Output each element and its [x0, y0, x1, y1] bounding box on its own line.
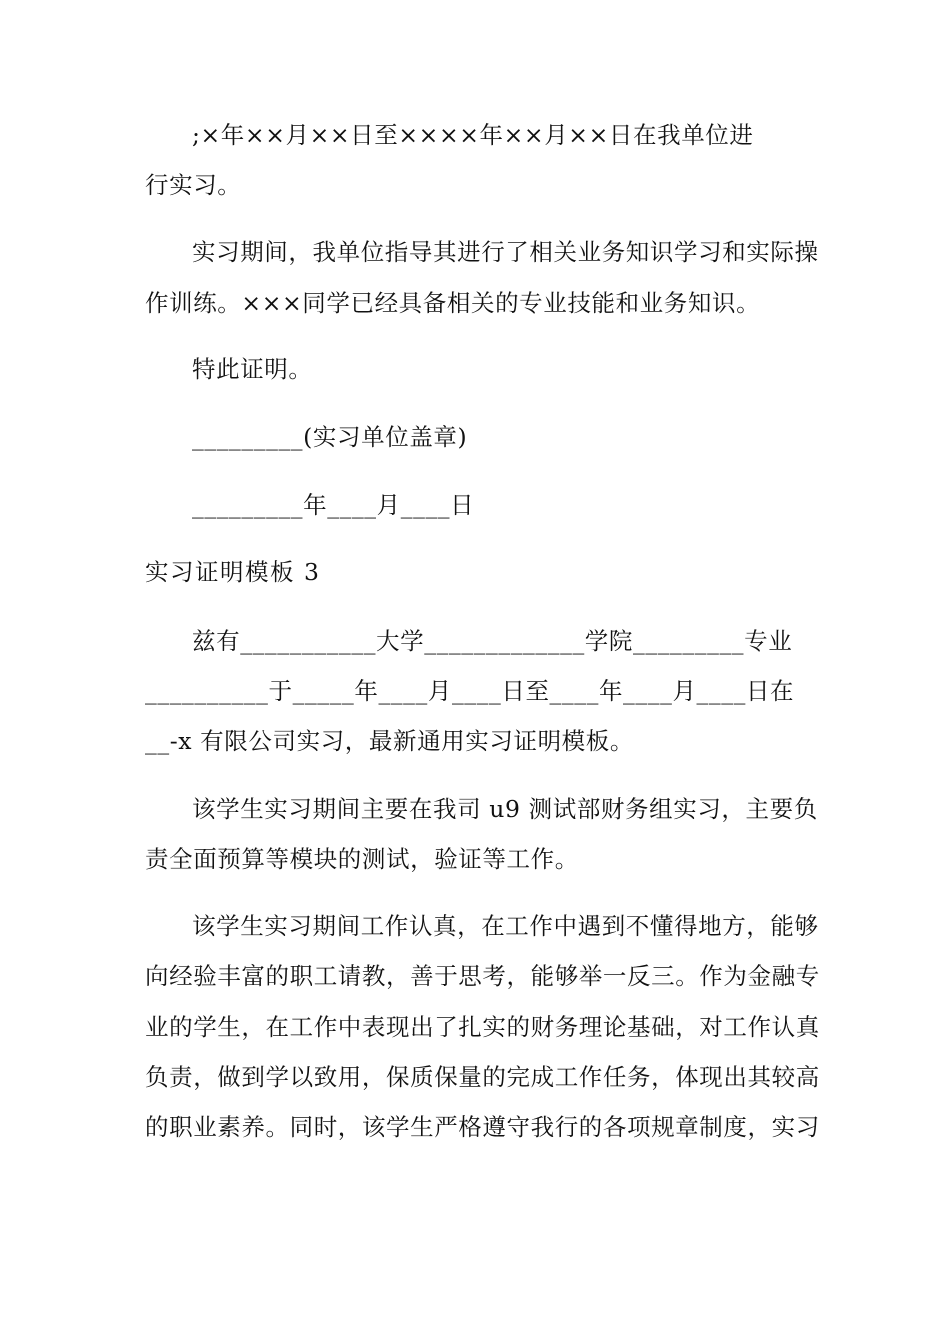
date-line: _________年____月____日: [192, 491, 475, 519]
seal-line: _________(实习单位盖章): [192, 423, 468, 451]
evaluation-line-5: 的职业素养。同时，该学生严格遵守我行的各项规章制度，实习: [145, 1113, 820, 1141]
duties-line-1: 该学生实习期间主要在我司 u9 测试部财务组实习，主要负: [192, 795, 818, 823]
intro-line-1: 兹有___________大学_____________学院_________专业: [192, 627, 793, 655]
paragraph-training-line-1: 实习期间，我单位指导其进行了相关业务知识学习和实际操: [192, 238, 819, 266]
intro-line-2: __________于_____年____月____日至____年____月____日在: [145, 677, 795, 705]
evaluation-line-2: 向经验丰富的职工请教，善于思考，能够举一反三。作为金融专: [145, 962, 820, 990]
evaluation-line-3: 业的学生，在工作中表现出了扎实的财务理论基础，对工作认真: [145, 1013, 820, 1041]
certify-statement: 特此证明。: [192, 355, 313, 383]
duties-line-2: 责全面预算等模块的测试，验证等工作。: [145, 845, 579, 873]
evaluation-line-4: 负责，做到学以致用，保质保量的完成工作任务，体现出其较高: [145, 1063, 820, 1091]
paragraph-dates-line-2: 行实习。: [145, 171, 242, 199]
evaluation-line-1: 该学生实习期间工作认真，在工作中遇到不懂得地方，能够: [192, 912, 819, 940]
paragraph-dates-line-1: ;×年××月××日至××××年××月××日在我单位进: [192, 121, 754, 149]
section-heading: 实习证明模板 3: [145, 558, 321, 586]
paragraph-training-line-2: 作训练。×××同学已经具备相关的专业技能和业务知识。: [145, 289, 761, 317]
intro-line-3: __-x 有限公司实习，最新通用实习证明模板。: [145, 727, 634, 755]
